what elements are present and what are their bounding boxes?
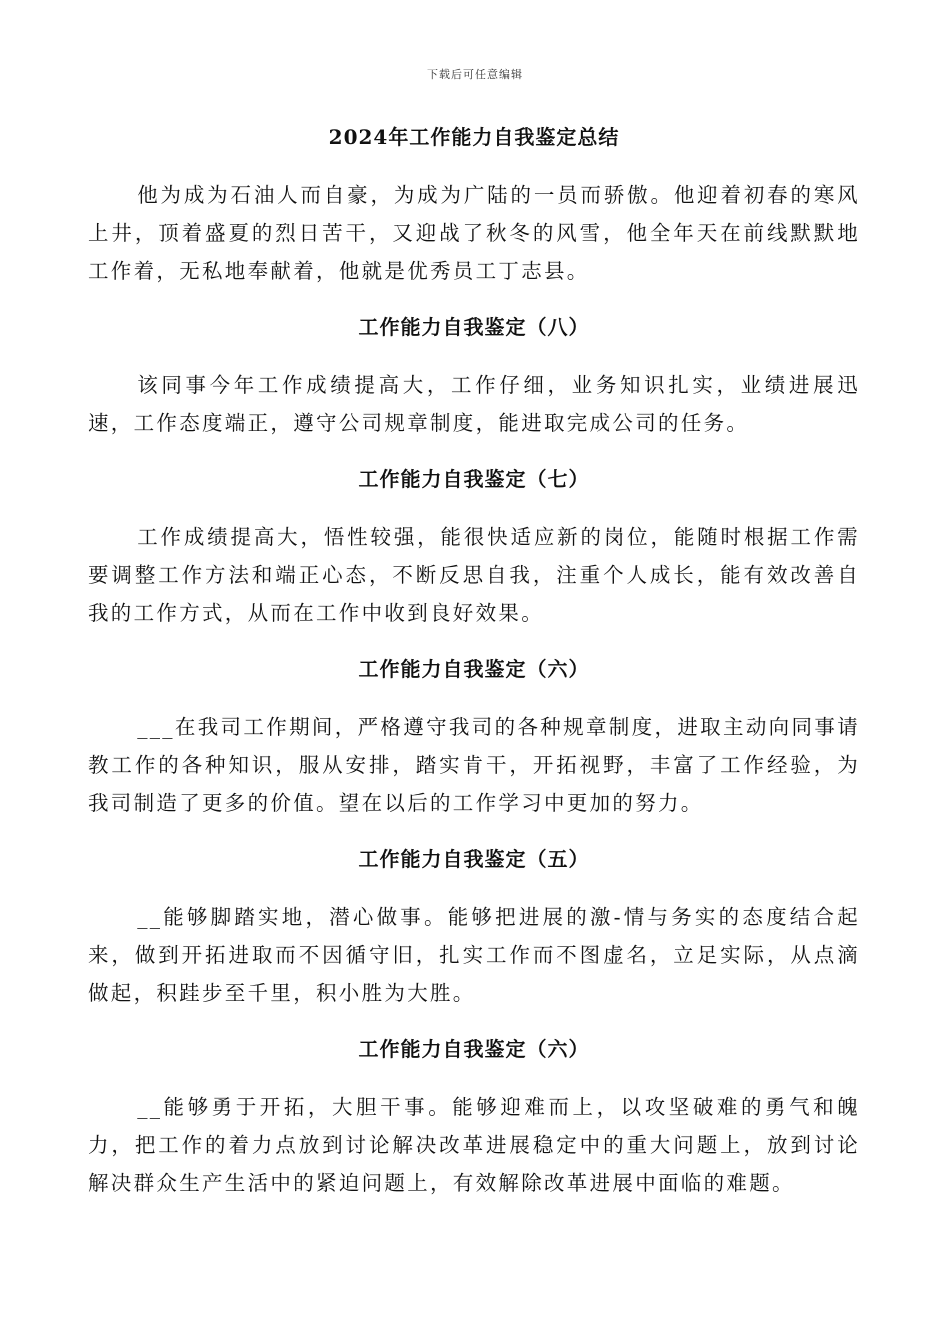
section-heading: 工作能力自我鉴定（六） xyxy=(358,657,590,681)
section-paragraph: __能够脚踏实地，潜心做事。能够把进展的激-情与务实的态度结合起来，做到开拓进取而不因循守旧，扎实工作而不图虚名，立足实际，从点滴做起，积跬步至千里，积小胜为大胜。 xyxy=(88,905,860,1005)
section-paragraph: 工作成绩提高大，悟性较强，能很快适应新的岗位，能随时根据工作需要调整工作方法和端正心态，不断反思自我，注重个人成长，能有效改善自我的工作方式，从而在工作中收到良好效果。 xyxy=(88,525,860,625)
document-title: 2024年工作能力自我鉴定总结 xyxy=(328,125,620,149)
header-note: 下载后可任意编辑 xyxy=(427,68,523,81)
section-heading: 工作能力自我鉴定（六） xyxy=(358,1037,590,1061)
document-body xyxy=(88,118,860,1202)
section-heading: 工作能力自我鉴定（八） xyxy=(358,315,590,339)
section-heading: 工作能力自我鉴定（七） xyxy=(358,467,590,491)
section-paragraph: ___在我司工作期间，严格遵守我司的各种规章制度，进取主动向同事请教工作的各种知识，服从安排，踏实肯干，开拓视野，丰富了工作经验，为我司制造了更多的价值。望在以后的工作学习中更加的努力。 xyxy=(88,715,860,815)
section-paragraph: 该同事今年工作成绩提高大，工作仔细，业务知识扎实，业绩进展迅速，工作态度端正，遵守公司规章制度，能进取完成公司的任务。 xyxy=(88,373,860,435)
intro-paragraph: 他为成为石油人而自豪，为成为广陆的一员而骄傲。他迎着初春的寒风上井，顶着盛夏的烈日苦干，又迎战了秋冬的风雪，他全年天在前线默默地工作着，无私地奉献着，他就是优秀员工丁志县。 xyxy=(88,183,860,283)
section-paragraph: __能够勇于开拓，大胆干事。能够迎难而上，以攻坚破难的勇气和魄力，把工作的着力点放到讨论解决改革进展稳定中的重大问题上，放到讨论解决群众生产生活中的紧迫问题上，有效解除改革进展中面临的难题。 xyxy=(88,1095,860,1195)
section-heading: 工作能力自我鉴定（五） xyxy=(358,847,590,871)
